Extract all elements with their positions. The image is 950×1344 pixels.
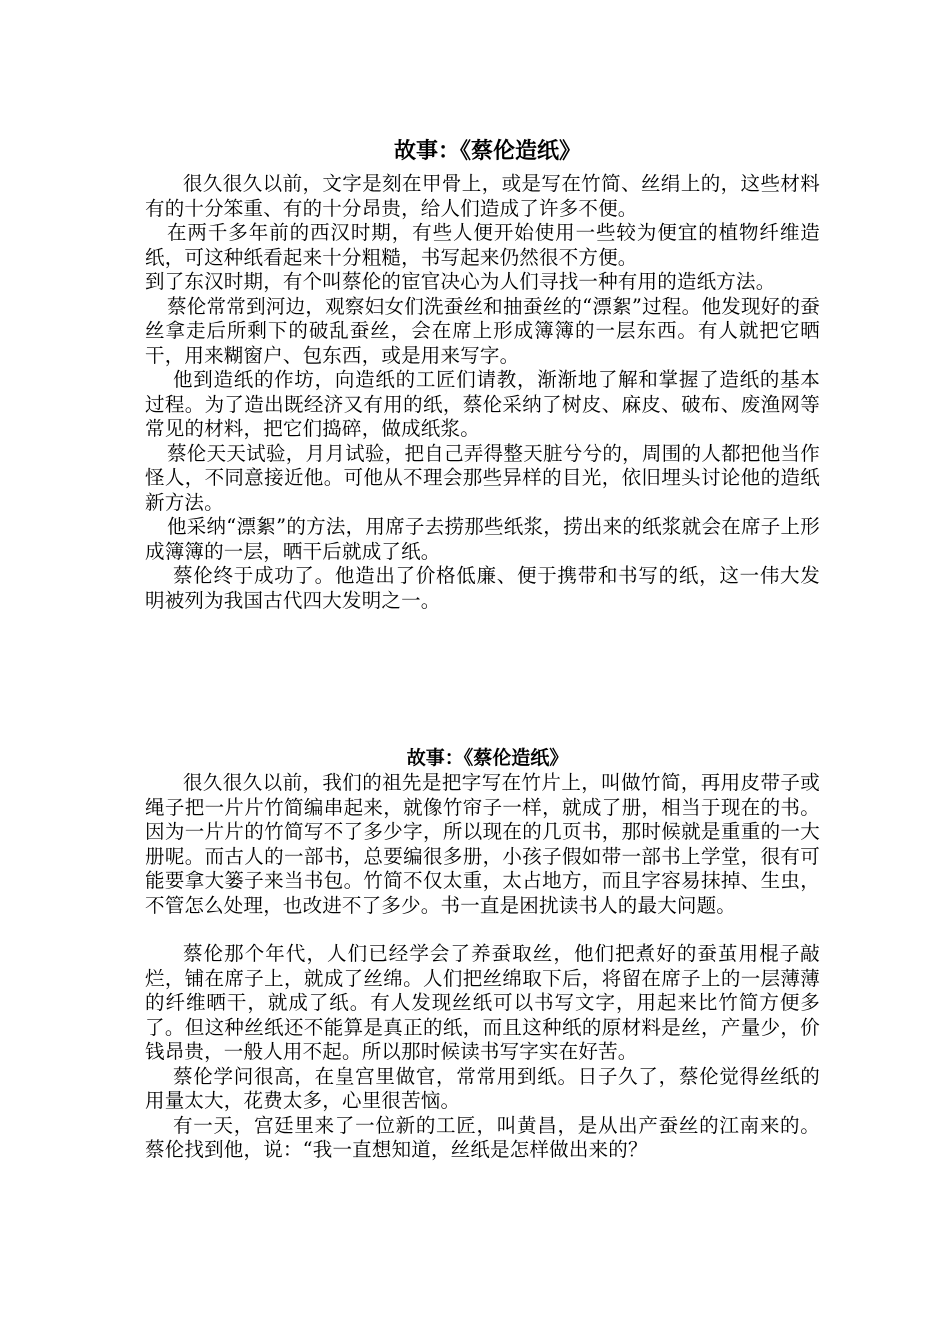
story-two-paragraph-4: 有一天，宫廷里来了一位新的工匠，叫黄昌，是从出产蚕丝的江南来的。蔡伦找到他，说：“我一直想知道，丝纸是怎样做出来的？ bbox=[145, 1113, 820, 1161]
story-one-paragraph-7: 他采纳“漂絮”的方法，用席子去捞那些纸浆，捞出来的纸浆就会在席子上形成簿簿的一层，晒干后就成了纸。 bbox=[145, 515, 820, 563]
story-one-paragraph-4: 蔡伦常常到河边，观察妇女们洗蚕丝和抽蚕丝的“漂絮”过程。他发现好的蚕丝拿走后所剩下的破乱蚕丝，会在席上形成簿簿的一层东西。有人就把它晒干，用来糊窗户、包东西，或是用来写字。 bbox=[145, 294, 820, 367]
story-one-paragraph-5: 他到造纸的作坊，向造纸的工匠们请教，渐渐地了解和掌握了造纸的基本过程。为了造出既经济又有用的纸，蔡伦采纳了树皮、麻皮、破布、废渔网等常见的材料，把它们捣碎，做成纸浆。 bbox=[145, 368, 820, 440]
story-two-title: 故事：《蔡伦造纸》 bbox=[406, 747, 569, 769]
story-one-paragraph-6: 蔡伦天天试验，月月试验，把自己弄得整天脏兮兮的，周围的人都把他当作怪人，不同意接近他。可他从不理会那些异样的目光，依旧埋头讨论他的造纸新方法。 bbox=[145, 441, 820, 514]
story-one-paragraph-2: 在两千多年前的西汉时期，有些人便开始使用一些较为便宜的植物纤维造纸，可这种纸看起来十分粗糙，书写起来仍然很不方便。 bbox=[145, 221, 820, 269]
story-one-paragraph-8: 蔡伦终于成功了。他造出了价格低廉、便于携带和书写的纸，这一伟大发明被列为我国古代四大发明之一。 bbox=[145, 564, 820, 612]
story-one-paragraph-1: 很久很久以前，文字是刻在甲骨上，或是写在竹简、丝绢上的，这些材料有的十分笨重、有的十分昂贵，给人们造成了许多不便。 bbox=[145, 172, 820, 220]
story-one-paragraph-3: 到了东汉时期，有个叫蔡伦的宦官决心为人们寻找一种有用的造纸方法。 bbox=[145, 270, 776, 293]
story-two-paragraph-3: 蔡伦学问很高，在皇宫里做官，常常用到纸。日子久了，蔡伦觉得丝纸的用量太大，花费太多，心里很苦恼。 bbox=[145, 1064, 820, 1112]
paragraph-spacer bbox=[145, 918, 820, 942]
story-two-paragraph-1: 很久很久以前，我们的祖先是把字写在竹片上，叫做竹简，再用皮带子或绳子把一片片竹简编串起来，就像竹帘子一样，就成了册，相当于现在的书。因为一片片的竹简写不了多少字，所以现在的几页书，那时候就是重重的一大册呢。而古人的一部书，总要编很多册，小孩子假如带一部书上学堂，很有可能要拿大篓子来当书包。竹简不仅太重，太占地方，而且字容易抹掉、生虫，不管怎么处理，也改进不了多少。书一直是困扰读书人的最大问题。 bbox=[145, 771, 820, 917]
story-one bbox=[145, 134, 820, 613]
story-two-paragraph-2: 蔡伦那个年代，人们已经学会了养蚕取丝，他们把煮好的蚕茧用棍子敲烂，铺在席子上，就成了丝绵。人们把丝绵取下后，将留在席子上的一层薄薄的纤维晒干，就成了纸。有人发现丝纸可以书写文字，用起来比竹简方便多了。但这种丝纸还不能算是真正的纸，而且这种纸的原材料是丝，产量少，价钱昂贵，一般人用不起。所以那时候读书写字实在好苦。 bbox=[145, 942, 820, 1063]
story-one-title: 故事：《蔡伦造纸》 bbox=[393, 138, 581, 164]
story-two bbox=[145, 745, 820, 1163]
